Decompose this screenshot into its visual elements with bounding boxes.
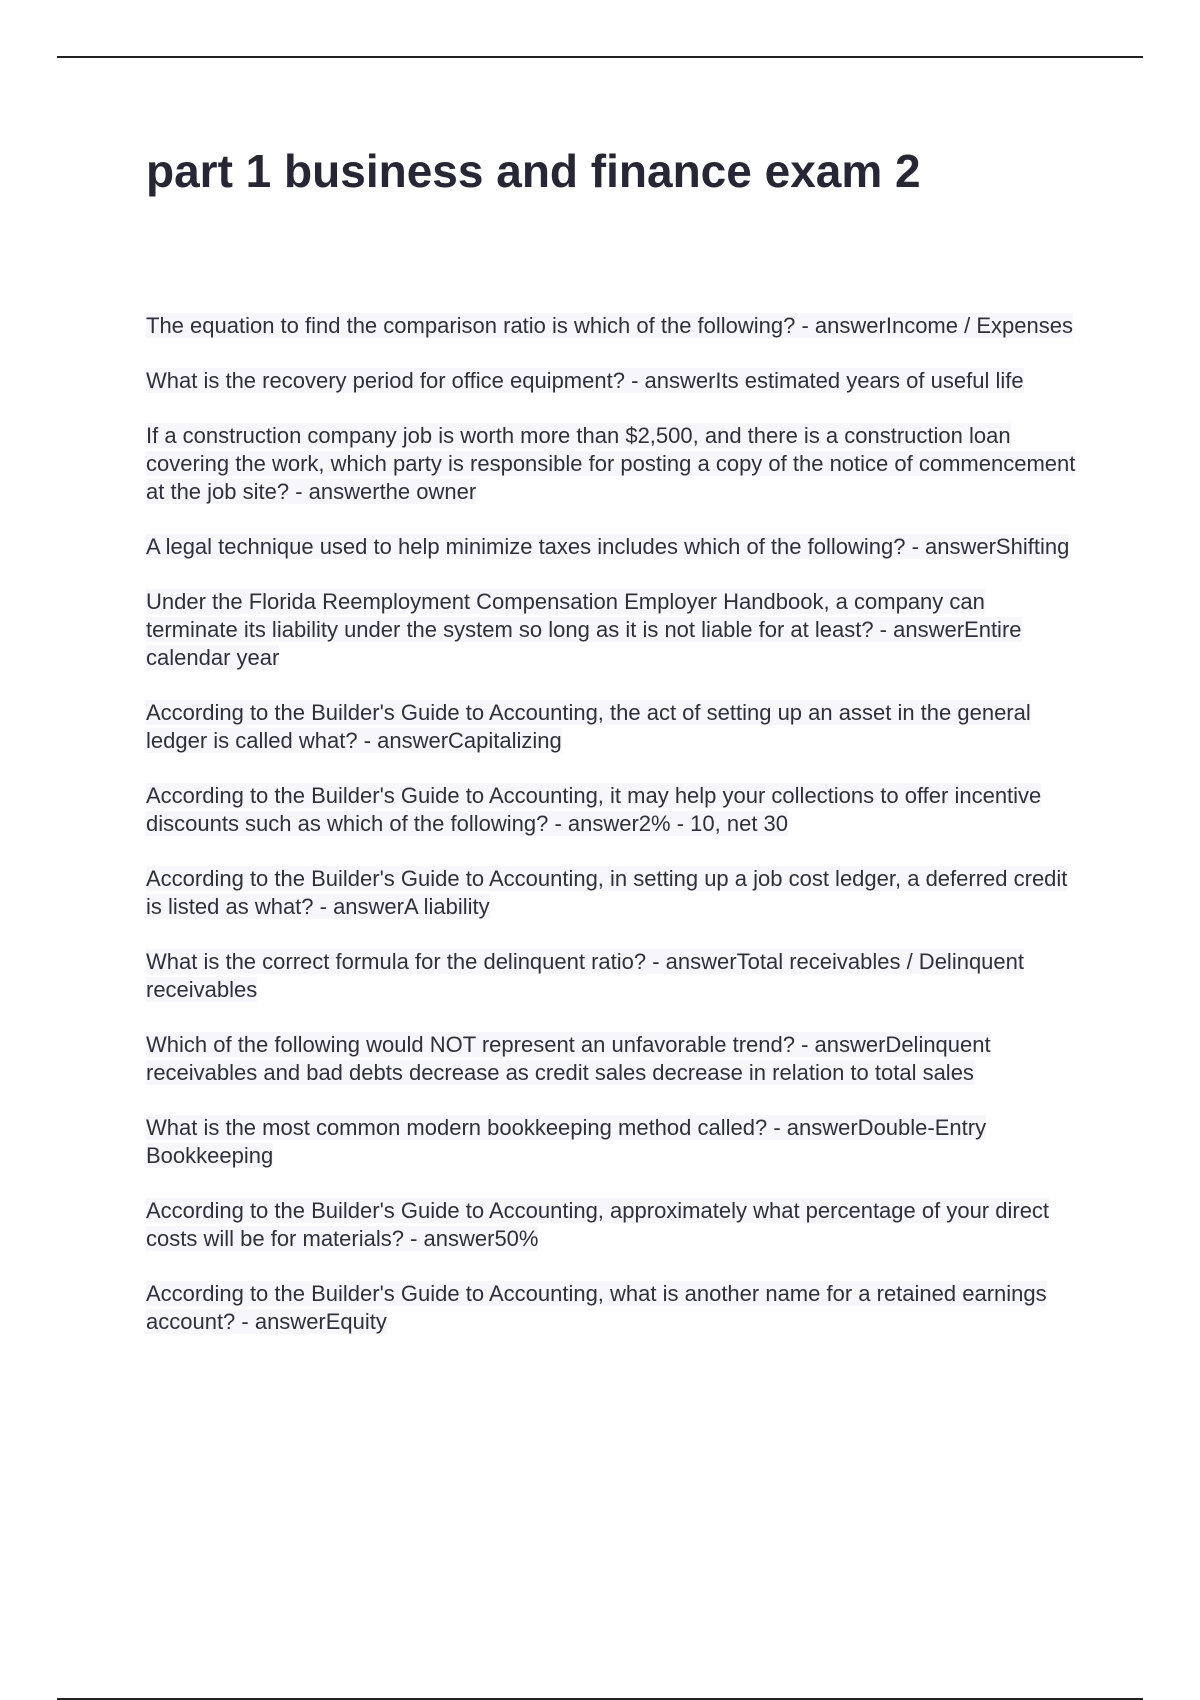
qa-item	[146, 422, 1080, 506]
qa-text: According to the Builder's Guide to Accounting, it may help your collections to offer incentive discounts such as which of the following? - answer2% - 10, net 30	[146, 783, 1042, 836]
top-divider	[57, 56, 1143, 58]
qa-item	[146, 699, 1080, 755]
qa-text: According to the Builder's Guide to Accounting, approximately what percentage of your direct costs will be for materials? - answer50%	[146, 1198, 1050, 1251]
qa-item	[146, 312, 1080, 340]
qa-text: What is the recovery period for office equipment? - answerIts estimated years of useful life	[146, 368, 1024, 393]
qa-text: If a construction company job is worth more than $2,500, and there is a construction loan covering the work, which party is responsible for posting a copy of the notice of commencement at the job site? - answerthe owner	[146, 423, 1076, 504]
qa-text: What is the correct formula for the delinquent ratio? - answerTotal receivables / Delinquent receivables	[146, 949, 1024, 1002]
qa-text: According to the Builder's Guide to Accounting, in setting up a job cost ledger, a deferred credit is listed as what? - answerA liability	[146, 866, 1068, 919]
qa-item	[146, 1197, 1080, 1253]
qa-item	[146, 1031, 1080, 1087]
qa-text: Which of the following would NOT represent an unfavorable trend? - answerDelinquent receivables and bad debts decrease as credit sales decrease in relation to total sales	[146, 1032, 991, 1085]
qa-text: According to the Builder's Guide to Accounting, the act of setting up an asset in the general ledger is called what? - answerCapitalizing	[146, 700, 1031, 753]
qa-text: According to the Builder's Guide to Accounting, what is another name for a retained earnings account? - answerEquity	[146, 1281, 1047, 1334]
qa-text: Under the Florida Reemployment Compensation Employer Handbook, a company can terminate its liability under the system so long as it is not liable for at least? - answerEntire calendar year	[146, 589, 1022, 670]
qa-text: A legal technique used to help minimize taxes includes which of the following? - answerShifting	[146, 534, 1070, 559]
qa-item	[146, 588, 1080, 672]
qa-item	[146, 1114, 1080, 1170]
qa-item	[146, 367, 1080, 395]
qa-text: What is the most common modern bookkeeping method called? - answerDouble-Entry Bookkeeping	[146, 1115, 987, 1168]
qa-item	[146, 533, 1080, 561]
qa-item	[146, 782, 1080, 838]
qa-item	[146, 1280, 1080, 1336]
qa-text: The equation to find the comparison ratio is which of the following? - answerIncome / Expenses	[146, 313, 1073, 338]
question-answer-list	[146, 312, 1080, 1363]
page-title: part 1 business and finance exam 2	[146, 145, 921, 197]
qa-item	[146, 865, 1080, 921]
qa-item	[146, 948, 1080, 1004]
